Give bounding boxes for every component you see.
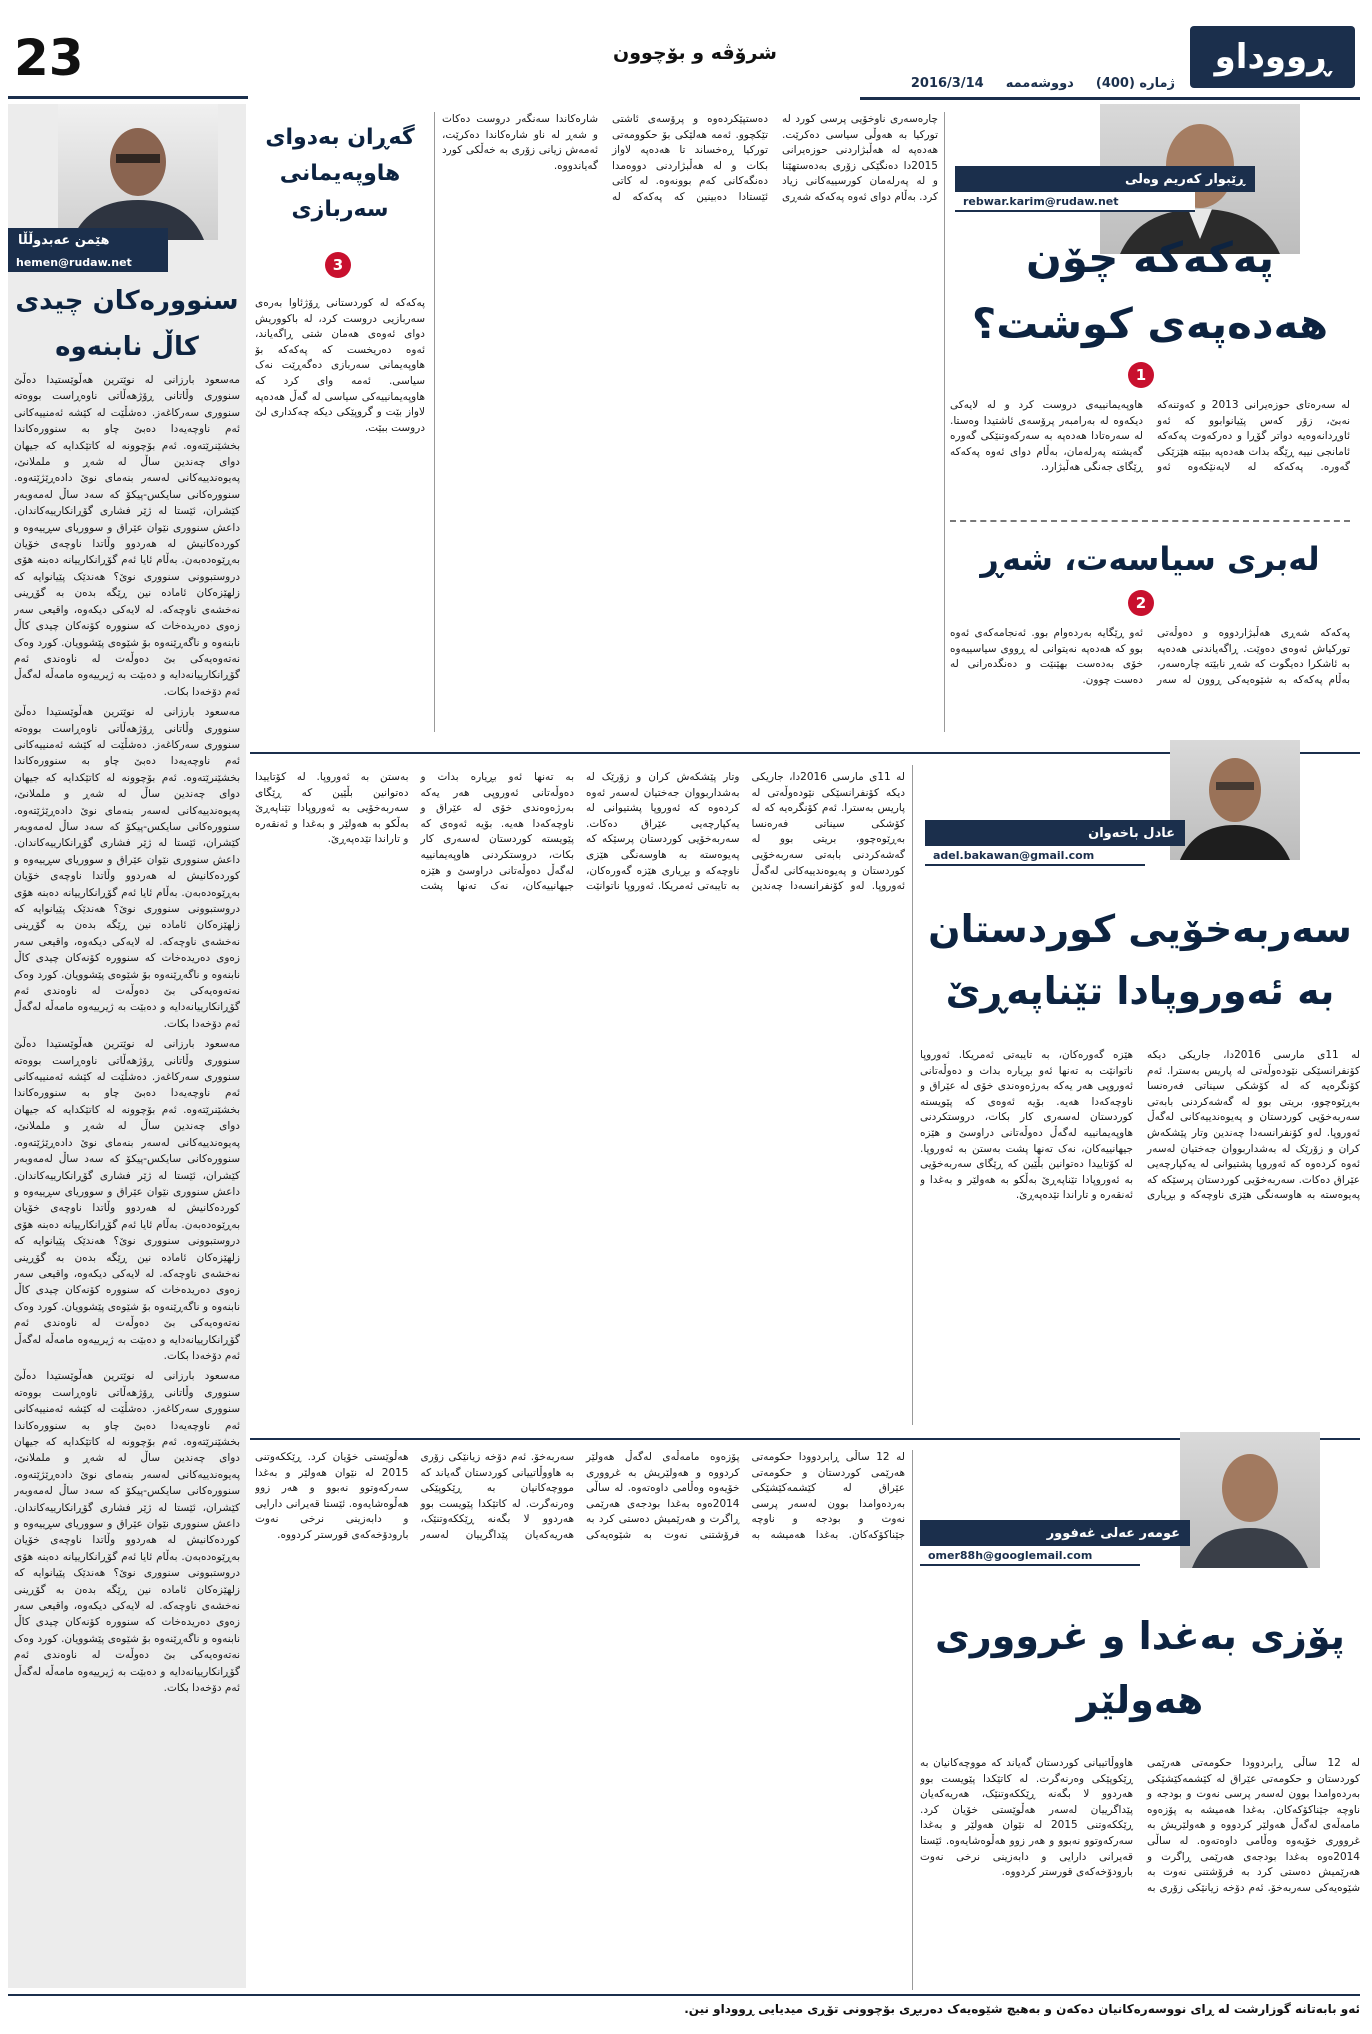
article4-text-4: مەسعود بارزانی لە نوێترین هەڵوێستیدا دەڵێ سنووری وڵاتانی ڕۆژهەڵاتی ناوەڕاست بووەتە سنووری سەرکاغەز. دەشڵێت لە کێشە ئەمنییەکانی ئەم ناوچەیەدا دەبێ چاو بە سنوورەکاندا بخشێنرێتەوە. ئەم بۆچوونە لە کاتێکدایە کە جیهان دوای چەندین ساڵ لە شەڕ و ململانێ، پەیوەندییەکانی لەسەر بنەمای نوێ دادەڕێژێتەوە. سنوورەکانی سایکس-پیکۆ کە سەد ساڵ لەمەوبەر کێشران، ئێستا لە ژێر فشاری گۆڕانکارییەکاندان. داعش سنووری نێوان عێراق و سووریای سڕییەوە و کوردەکانیش لە هەردوو وڵاتدا ناوچەی خۆیان بەڕێوەدەبەن. بەڵام ئایا ئەم گۆڕانکارییانە دەبنە هۆی دروستبوونی سنووری نوێ؟ هەندێک پێیانوایە کە زلهێزەکان ئامادە نین ڕێگە بدەن بە گۆڕینی نەخشەی ناوچەکە. لە لایەکی دیکەوە، واقیعی سەر زەوی دەریدەخات کە سنوورە کۆنەکان چیدی کاڵ نابنەوە و ناگەڕێنەوە بۆ شێوەی پێشوویان. کورد وەک نەتەوەیەکی بێ دەوڵەت لە ناوەندی ئەم گۆڕانکارییانەدایە و دەبێت بە ژیرییەوە مامەڵە لەگەڵ ئەم دۆخەدا بکات. — [14, 1370, 240, 1695]
rudaw-logo — [1190, 26, 1355, 88]
author-email-rebwar — [955, 192, 1195, 212]
article2-column-b — [255, 770, 905, 1425]
author-bar-hemen — [8, 228, 168, 252]
article1-sub2-text: پەکەکە شەڕی هەڵبژاردووە و دەوڵەتی تورکیاش ئەوەی دەوێت. ڕاگەیاندنی هەدەپە بە ئاشکرا دەیگوت کە شەڕ نابێتە چارەسەر، بەڵام پەکەکە بە شێوەیەکی ڕوون لە سەر ئەو ڕێگایە بەردەوام بوو. ئەنجامەکەی ئەوە بوو کە هەدەپە نەیتوانی لە ڕووی سیاسییەوە خۆی بەدەست بهێنێت و دەنگدەرانی لە دەست چوون. — [950, 627, 1350, 686]
author-email-hemen — [8, 252, 168, 272]
author-email[interactable]: adel.bakawan@gmail.com — [933, 848, 1095, 862]
author-bar-omer — [920, 1520, 1190, 1546]
section-divider — [950, 520, 1350, 522]
author-name: هێمن عەبدوڵڵا — [18, 232, 110, 248]
article4-column — [14, 372, 240, 1982]
article2-column-a — [920, 1048, 1360, 1428]
article1-title: پەکەکە چۆن هەدەپەی کوشت؟ — [971, 233, 1329, 348]
article4-text: مەسعود بارزانی لە نوێترین هەڵوێستیدا دەڵێ سنووری وڵاتانی ڕۆژهەڵاتی ناوەڕاست بووەتە سنووری سەرکاغەز. دەشڵێت لە کێشە ئەمنییەکانی ئەم ناوچەیەدا دەبێ چاو بە سنوورەکاندا بخشێنرێتەوە. ئەم بۆچوونە لە کاتێکدایە کە جیهان دوای چەندین ساڵ لە شەڕ و ململانێ، پەیوەندییەکانی لەسەر بنەمای نوێ دادەڕێژێتەوە. سنوورەکانی سایکس-پیکۆ کە سەد ساڵ لەمەوبەر کێشران، ئێستا لە ژێر فشاری گۆڕانکارییەکاندان. داعش سنووری نێوان عێراق و سووریای سڕییەوە و کوردەکانیش لە هەردوو وڵاتدا ناوچەی خۆیان بەڕێوەدەبەن. بەڵام ئایا ئەم گۆڕانکارییانە دەبنە هۆی دروستبوونی سنووری نوێ؟ هەندێک پێیانوایە کە زلهێزەکان ئامادە نین ڕێگە بدەن بە گۆڕینی نەخشەی ناوچەکە. لە لایەکی دیکەوە، واقیعی سەر زەوی دەریدەخات کە سنوورە کۆنەکان چیدی کاڵ نابنەوە و ناگەڕێنەوە بۆ شێوەی پێشوویان. کورد وەک نەتەوەیەکی بێ دەوڵەت لە ناوەندی ئەم گۆڕانکارییانەدایە و دەبێت بە ژیرییەوە مامەڵە لەگەڵ ئەم دۆخەدا بکات. — [14, 374, 240, 698]
author-name: ڕێبوار کەریم وەلی — [1125, 171, 1245, 187]
author-name: عومەر عەلی غەفوور — [1046, 1525, 1180, 1541]
article1-intro-column — [950, 398, 1350, 506]
article4-text-2: مەسعود بارزانی لە نوێترین هەڵوێستیدا دەڵێ سنووری وڵاتانی ڕۆژهەڵاتی ناوەڕاست بووەتە سنووری سەرکاغەز. دەشڵێت لە کێشە ئەمنییەکانی ئەم ناوچەیەدا دەبێ چاو بە سنوورەکاندا بخشێنرێتەوە. ئەم بۆچوونە لە کاتێکدایە کە جیهان دوای چەندین ساڵ لە شەڕ و ململانێ، پەیوەندییەکانی لەسەر بنەمای نوێ دادەڕێژێتەوە. سنوورەکانی سایکس-پیکۆ کە سەد ساڵ لەمەوبەر کێشران، ئێستا لە ژێر فشاری گۆڕانکارییەکاندان. داعش سنووری نێوان عێراق و سووریای سڕییەوە و کوردەکانیش لە هەردوو وڵاتدا ناوچەی خۆیان بەڕێوەدەبەن. بەڵام ئایا ئەم گۆڕانکارییانە دەبنە هۆی دروستبوونی سنووری نوێ؟ هەندێک پێیانوایە کە زلهێزەکان ئامادە نین ڕێگە بدەن بە گۆڕینی نەخشەی ناوچەکە. لە لایەکی دیکەوە، واقیعی سەر زەوی دەریدەخات کە سنوورە کۆنەکان چیدی کاڵ نابنەوە و ناگەڕێنەوە بۆ شێوەی پێشوویان. کورد وەک نەتەوەیەکی بێ دەوڵەت لە ناوەندی ئەم گۆڕانکارییانەدایە و دەبێت بە ژیرییەوە مامەڵە لەگەڵ ئەم دۆخەدا بکات. — [14, 706, 240, 1030]
article2-text-cont: لە 11ی مارسی 2016دا، جاریکی دیکە کۆنفرانسێکی نێودەوڵەتی لە پاریس بەسترا. ئەم کۆنگرەیە کە لە کۆشکی سیناتی فەرەنسا بەڕێوەچوو، بریتی بوو لە گەشەکردنی بابەتی سەربەخۆیی کوردستان و پەیوەندییەکانی لەگەڵ ئەوروپا. لەو کۆنفرانسەدا چەندین وتار پێشکەش کران و زۆرێک لە بەشداربووان جەختیان لەسەر ئەوە کردەوە کە ئەوروپا پشتیوانی لە یەکپارچەیی عێراق دەکات. سەربەخۆیی کوردستان پرسێکە کە پەیوەستە بە هاوسەنگی هێزی ناوچەکە و بڕیاری هێزە گەورەکان، بە تایبەتی ئەمریکا. ئەوروپا ناتوانێت بە تەنها ئەو بڕیارە بدات و دەوڵەتانی ئەوروپی هەر یەکە بەرژەوەندی خۆی لە عێراق و ناوچەکەدا هەیە. بۆیە ئەوەی کە پێویستە کوردستان لەسەری کار بکات، دروستکردنی هاوپەیمانییە لەگەڵ دەوڵەتانی دراوسێ و هێزە جیهانییەکان، نەک تەنها پشت بەستن بە ئەوروپا. لە کۆتاییدا دەتوانین بڵێین کە ڕێگای سەربەخۆیی بە ئەوروپادا تێناپەڕێ بەڵکو بە هەولێر و بەغدا و ئەنقەرە و تاراندا تێدەپەڕێ. — [255, 771, 905, 893]
col-rule — [944, 112, 945, 732]
section-number-3: 3 — [325, 252, 351, 278]
article1-sub3-text: پەکەکە لە کوردستانی ڕۆژئاوا بەرەی سەربازیی دروست کرد، لە باکووریش دوای ئەوەی هەمان شتی ڕاگەیاند، ئەوە دەریخست کە پەکەکە بۆ هاوپەیمانی سەربازی دەگەڕێت نەک سیاسی. ئەمە وای کرد کە هاوپەیمانییەکی سیاسی لە گەڵ هەدەپە لاواز بێت و گروپێکی دیکە چەکداری لێ دروست ببێت. — [255, 297, 425, 434]
page-number: 23 — [14, 29, 84, 87]
author-email[interactable]: rebwar.karim@rudaw.net — [963, 194, 1119, 208]
article3-text: لە 12 ساڵی ڕابردوودا حکومەتی هەرێمی کوردستان و حکومەتی عێراق لە کێشمەکێشێکی بەردەوامدا بوون لەسەر پرسی نەوت و بودجە و ناوچە جێناکۆکەکان. بەغدا هەمیشە بە پۆزەوە مامەڵەی لەگەڵ هەولێر کردووە و هەولێریش بە غرووری خۆیەوە وەڵامی داوەتەوە. لە ساڵی 2014ەوە بەغدا بودجەی هەرێمی ڕاگرت و هەرێمیش دەستی کرد بە فرۆشتنی نەوت بە شێوەیەکی سەربەخۆ. ئەم دۆخە زیانێکی زۆری بە هاووڵاتییانی کوردستان گەیاند کە مووچەکانیان بە ڕێکوپێکی وەرنەگرت. لە کاتێکدا پێویست بوو هەردوو لا بگەنە ڕێککەوتنێک، هەریەکەیان پێداگرییان لەسەر هەڵوێستی خۆیان کرد. ڕێککەوتنی 2015 لە نێوان هەولێر و بەغدا سەرکەوتوو نەبوو و هەر زوو هەڵوەشایەوە. ئێستا قەیرانی دارایی و دابەزینی نرخی نەوت بارودۆخەکەی قورستر کردووە. — [920, 1757, 1360, 1894]
author-email-adel — [925, 846, 1145, 866]
article4-text-3: مەسعود بارزانی لە نوێترین هەڵوێستیدا دەڵێ سنووری وڵاتانی ڕۆژهەڵاتی ناوەڕاست بووەتە سنووری سەرکاغەز. دەشڵێت لە کێشە ئەمنییەکانی ئەم ناوچەیەدا دەبێ چاو بە سنوورەکاندا بخشێنرێتەوە. ئەم بۆچوونە لە کاتێکدایە کە جیهان دوای چەندین ساڵ لە شەڕ و ململانێ، پەیوەندییەکانی لەسەر بنەمای نوێ دادەڕێژێتەوە. سنوورەکانی سایکس-پیکۆ کە سەد ساڵ لەمەوبەر کێشران، ئێستا لە ژێر فشاری گۆڕانکارییەکاندان. داعش سنووری نێوان عێراق و سووریای سڕییەوە و کوردەکانیش لە هەردوو وڵاتدا ناوچەی خۆیان بەڕێوەدەبەن. بەڵام ئایا ئەم گۆڕانکارییانە دەبنە هۆی دروستبوونی سنووری نوێ؟ هەندێک پێیانوایە کە زلهێزەکان ئامادە نین ڕێگە بدەن بە گۆڕینی نەخشەی ناوچەکە. لە لایەکی دیکەوە، واقیعی سەر زەوی دەریدەخات کە سنوورە کۆنەکان چیدی کاڵ نابنەوە و ناگەڕێنەوە بۆ شێوەی پێشوویان. کورد وەک نەتەوەیەکی بێ دەوڵەت لە ناوەندی ئەم گۆڕانکارییانەدایە و دەبێت بە ژیرییەوە مامەڵە لەگەڵ ئەم دۆخەدا بکات. — [14, 1038, 240, 1362]
weekday: دووشەممە — [1005, 75, 1074, 91]
issue-bar — [860, 70, 1175, 96]
section-number-2: 2 — [1128, 590, 1154, 616]
author-bar-adel — [925, 820, 1185, 846]
article1-subtitle-3: گەڕان بەدوای هاوپەیمانی سەربازی — [265, 125, 415, 222]
author-email-omer — [920, 1546, 1140, 1566]
article4-title: سنوورەکان چیدی کاڵ نابنەوە — [15, 286, 239, 362]
article2-text: لە 11ی مارسی 2016دا، جاریکی دیکە کۆنفرانسێکی نێودەوڵەتی لە پاریس بەسترا. ئەم کۆنگرەیە کە لە کۆشکی سیناتی فەرەنسا بەڕێوەچوو، بریتی بوو لە گەشەکردنی بابەتی سەربەخۆیی کوردستان و پەیوەندییەکانی لەگەڵ ئەوروپا. لەو کۆنفرانسەدا چەندین وتار پێشکەش کران و زۆرێک لە بەشداربووان جەختیان لەسەر ئەوە کردەوە کە ئەوروپا پشتیوانی لە یەکپارچەیی عێراق دەکات. سەربەخۆیی کوردستان پرسێکە کە پەیوەستە بە هاوسەنگی هێزی ناوچەکە و بڕیاری هێزە گەورەکان، بە تایبەتی ئەمریکا. ئەوروپا ناتوانێت بە تەنها ئەو بڕیارە بدات و دەوڵەتانی ئەوروپی هەر یەکە بەرژەوەندی خۆی لە عێراق و ناوچەکەدا هەیە. بۆیە ئەوەی کە پێویستە کوردستان لەسەری کار بکات، دروستکردنی هاوپەیمانییە لەگەڵ دەوڵەتانی دراوسێ و هێزە جیهانییەکان، نەک تەنها پشت بەستن بە ئەوروپا. لە کۆتاییدا دەتوانین بڵێین کە ڕێگای سەربەخۆیی بە ئەوروپادا تێناپەڕێ بەڵکو بە هەولێر و بەغدا و ئەنقەرە و تاراندا تێدەپەڕێ. — [920, 1049, 1360, 1202]
author-photo-omer — [1180, 1432, 1320, 1568]
section-title: شرۆڤە و بۆچوون — [613, 42, 777, 64]
author-photo-adel — [1170, 740, 1300, 860]
article1-intro-text: لە سەرەتای حوزەیرانی 2013 و کەوتنەکە نەبێ، زۆر کەس پێیانوابوو کە ئەو ئاوڕدانەوەیە دواتر گۆڕا و دەرکەوت پەکەکە ئامانجی نییە ڕێگە بدات هەدەپە ببێتە هێزێکی گەورە. پەکەکە لە لایەنێکەوە ئەو هاوپەیمانییەی دروست کرد و لە لایەکی دیکەوە لە بەرامبەر پرۆسەی ئاشتیدا وەستا. لە سەرەتادا هەدەپە بە سەرکەوتنێکی گەورە گەیشتە پەرلەمان، بەڵام دوای ئەوە پەکەکە ڕێگای جەنگی هەڵبژارد. — [950, 399, 1350, 474]
article3-column-b — [255, 1450, 905, 1988]
col-rule — [912, 1450, 913, 1990]
footer-rule — [8, 1994, 1360, 1996]
footer-disclaimer: ئەو بابەتانە گوزارشت لە ڕای نووسەرەکانیان دەکەن و بەهیچ شێوەیەک دەربڕی بۆچوونی تۆڕی میدیایی ڕووداو نین. — [684, 2002, 1360, 2016]
article1-subtitle-2: لەبری سیاسەت، شەڕ — [980, 540, 1320, 578]
article1-main-column — [442, 112, 938, 732]
author-email[interactable]: hemen@rudaw.net — [16, 255, 132, 269]
article3-column-a — [920, 1756, 1360, 1988]
article3-text-cont: لە 12 ساڵی ڕابردوودا حکومەتی هەرێمی کوردستان و حکومەتی عێراق لە کێشمەکێشێکی بەردەوامدا بوون لەسەر پرسی نەوت و بودجە و ناوچە جێناکۆکەکان. بەغدا هەمیشە بە پۆزەوە مامەڵەی لەگەڵ هەولێر کردووە و هەولێریش بە غرووری خۆیەوە وەڵامی داوەتەوە. لە ساڵی 2014ەوە بەغدا بودجەی هەرێمی ڕاگرت و هەرێمیش دەستی کرد بە فرۆشتنی نەوت بە شێوەیەکی سەربەخۆ. ئەم دۆخە زیانێکی زۆری بە هاووڵاتییانی کوردستان گەیاند کە مووچەکانیان بە ڕێکوپێکی وەرنەگرت. لە کاتێکدا پێویست بوو هەردوو لا بگەنە ڕێککەوتنێک، هەریەکەیان پێداگرییان لەسەر هەڵوێستی خۆیان کرد. ڕێککەوتنی 2015 لە نێوان هەولێر و بەغدا سەرکەوتوو نەبوو و هەر زوو هەڵوەشایەوە. ئێستا قەیرانی دارایی و دابەزینی نرخی نەوت بارودۆخەکەی قورستر کردووە. — [255, 1451, 905, 1541]
article3-title: پۆزی بەغدا و غرووری هەولێر — [935, 1614, 1345, 1722]
article1-sub3-column — [255, 296, 425, 732]
header-rule — [860, 97, 1360, 100]
issue-number: ژمارە (400) — [1095, 75, 1175, 91]
col-rule — [434, 112, 435, 732]
issue-date: 2016/3/14 — [910, 75, 984, 91]
author-email[interactable]: omer88h@googlemail.com — [928, 1548, 1093, 1562]
article1-sub2-column — [950, 626, 1350, 736]
header-rule-left — [8, 96, 248, 99]
section-number-1: 1 — [1128, 362, 1154, 388]
author-photo-hemen — [58, 104, 218, 240]
author-name: عادل باخەوان — [1088, 825, 1175, 841]
author-bar-rebwar — [955, 166, 1255, 192]
article1-main-text: چارەسەری ناوخۆیی پرسی کورد لە تورکیا بە هەوڵی سیاسی دەکرێت. هەدەپە لە هەڵبژاردنی حوزەیرانی 2015دا دەنگێکی زۆری بەدەستهێنا و لە پەرلەمان کورسییەکانی زیاد کرد. بەڵام دوای ئەوە پەکەکە شەڕی دەستپێکردەوە و پرۆسەی ئاشتی تێکچوو. ئەمە هەلێکی بۆ حکوومەتی تورکیا ڕەخساند تا هەدەپە لاواز بکات و لە هەڵبژاردنی دووەمدا دەنگەکانی کەم بوونەوە. لە کاتی ئێستادا دەبینین کە پەکەکە لە شارەکاندا سەنگەر دروست دەکات و شەڕ لە ناو شارەکاندا دەکرێت، ئەمەش زیانی زۆری بە خەڵکی کورد گەیاندووە. — [442, 113, 938, 203]
article2-title: سەربەخۆیی کوردستان بە ئەوروپادا تێناپەڕێ — [928, 907, 1352, 1013]
rudaw-logo-text: ڕووداو — [1214, 37, 1331, 77]
col-rule — [912, 765, 913, 1425]
